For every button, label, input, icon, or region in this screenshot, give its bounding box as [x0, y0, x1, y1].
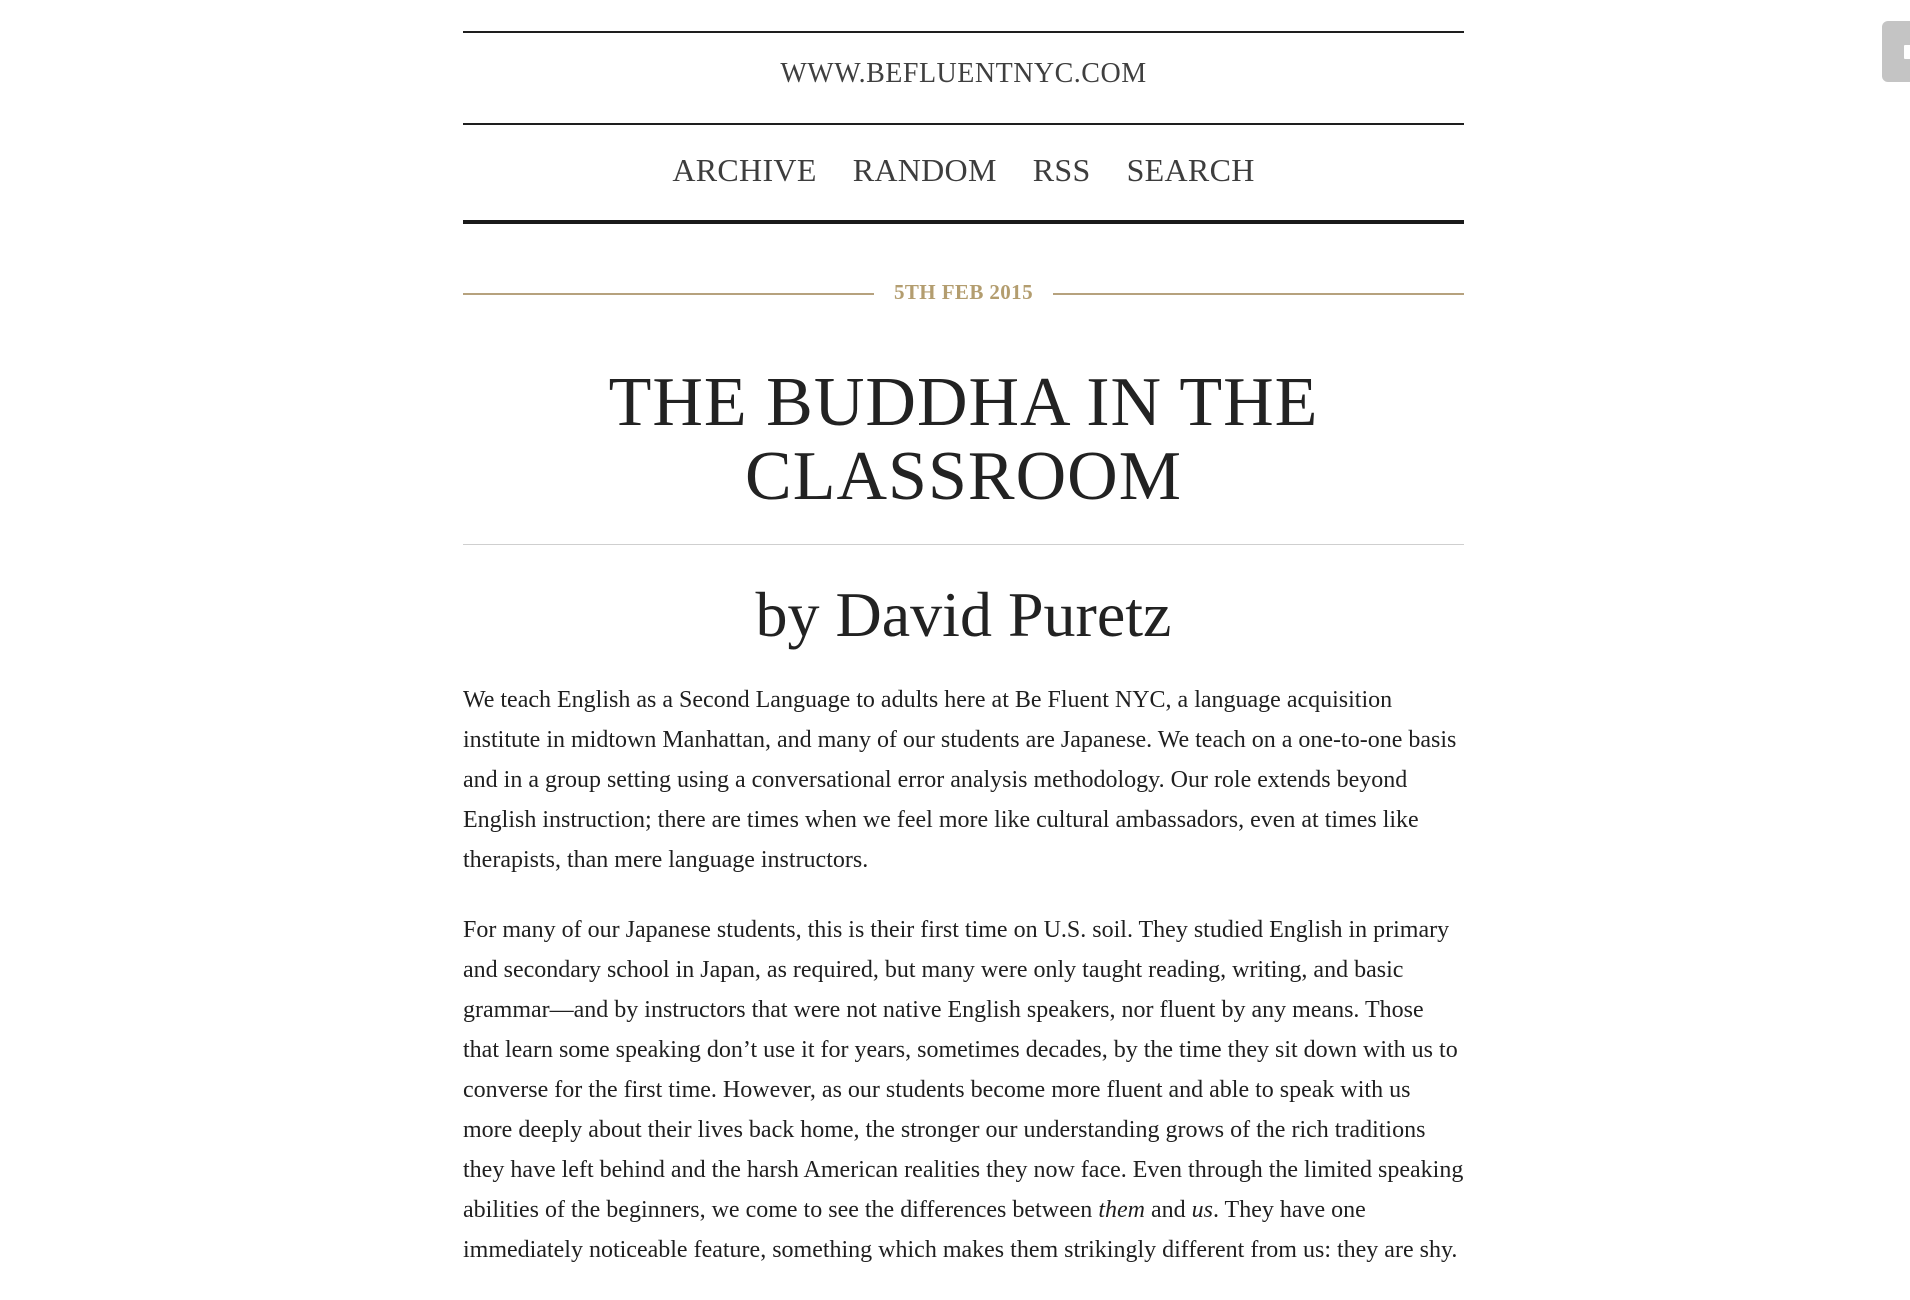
nav-bottom-rule — [463, 220, 1464, 224]
post-title — [463, 366, 1464, 514]
site-url-link[interactable]: WWW.BEFLUENTNYC.COM — [780, 58, 1147, 89]
emphasis-them: them — [1098, 1197, 1145, 1223]
post-title-line-2: CLASSROOM — [745, 438, 1182, 515]
title-divider — [463, 544, 1464, 545]
date-rule-left — [463, 293, 874, 295]
post-title-line-1: THE BUDDHA IN THE — [608, 364, 1319, 441]
paragraph-2-text-b: . They have one immediately noticeable feature, something which makes them strikingly different from us: they are shy. — [463, 1197, 1458, 1263]
header-top-rule — [463, 31, 1464, 33]
side-tab-icon — [1904, 45, 1910, 59]
side-tab-button[interactable] — [1882, 21, 1910, 82]
post-date-row — [463, 280, 1464, 308]
date-rule-right — [1053, 293, 1464, 295]
paragraph-2-text-a: For many of our Japanese students, this is their first time on U.S. soil. They studied English in primary and secondary school in Japan, as required, but many were only taught reading, writing, and basic grammar—and by instructors that were not native English speakers, nor fluent by any means. Those that learn some speaking don’t use it for years, sometimes decades, by the time they sit down with us to converse for the first time. However, as our students become more fluent and able to speak with us more deeply about their lives back home, the stronger our understanding grows of the rich traditions they have left behind and the harsh American realities they now face. Even through the limited speaking abilities of the beginners, we come to see the differences between — [463, 917, 1464, 1223]
nav-random-link[interactable]: RANDOM — [852, 152, 997, 188]
nav-archive-link[interactable]: ARCHIVE — [672, 152, 817, 188]
paragraph-2-and: and — [1144, 1197, 1192, 1223]
post-paragraph-1: We teach English as a Second Language to adults here at Be Fluent NYC, a language acquisition institute in midtown Manhattan, and many of our students are Japanese. We teach on a one-to-one basis and in a group setting using a conversational error analysis methodology. Our role extends beyond English instruction; there are times when we feel more like cultural ambassadors, even at times like therapists, than mere language instructors. — [463, 687, 1457, 873]
main-nav — [463, 152, 1464, 189]
post-body — [463, 680, 1464, 1300]
header-middle-rule — [463, 123, 1464, 125]
nav-rss-link[interactable]: RSS — [1032, 152, 1091, 188]
emphasis-us: us — [1191, 1197, 1213, 1223]
nav-search-link[interactable]: SEARCH — [1126, 152, 1255, 188]
post-byline: by David Puretz — [755, 579, 1172, 650]
post-date[interactable]: 5TH FEB 2015 — [894, 280, 1033, 304]
post-paragraph-2 — [463, 910, 1464, 1270]
